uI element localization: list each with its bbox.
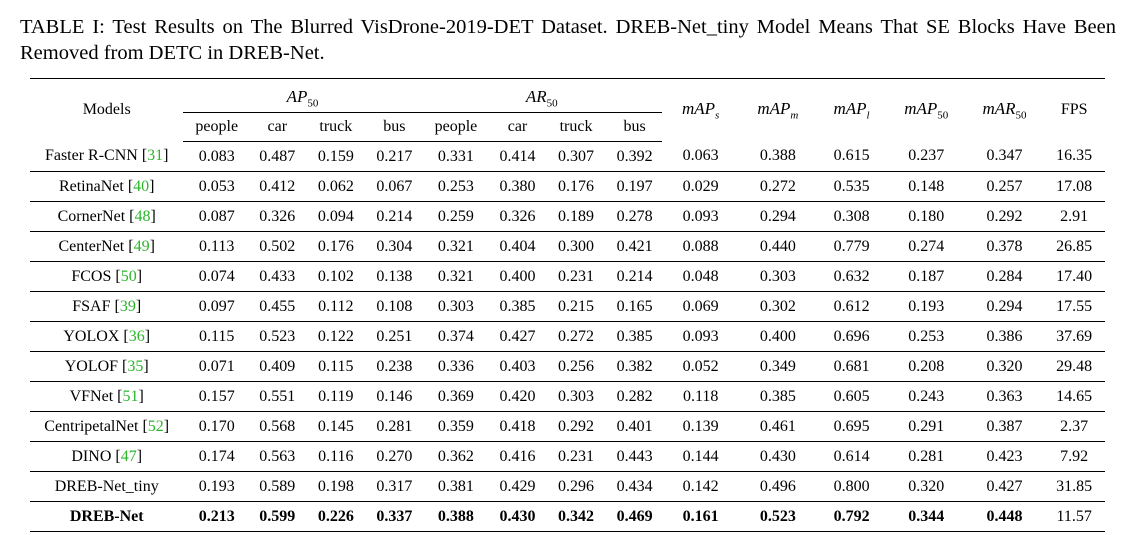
- model-name-cell: VFNet [51]: [30, 382, 183, 412]
- value-cell: 0.256: [545, 352, 608, 382]
- value-cell: 0.427: [966, 472, 1044, 502]
- value-cell: 0.144: [662, 442, 740, 472]
- model-name: Faster R-CNN: [44, 147, 138, 165]
- value-cell: 0.282: [607, 382, 662, 412]
- value-cell: 0.487: [250, 142, 305, 172]
- value-cell: 0.321: [422, 232, 491, 262]
- value-cell: 0.062: [305, 172, 368, 202]
- value-cell: 0.053: [183, 172, 250, 202]
- value-cell: 0.461: [740, 412, 817, 442]
- value-cell: 0.443: [607, 442, 662, 472]
- value-cell: 0.157: [183, 382, 250, 412]
- value-cell: 0.113: [183, 232, 250, 262]
- value-cell: 0.093: [662, 202, 740, 232]
- value-cell: 0.400: [490, 262, 545, 292]
- value-cell: 29.48: [1043, 352, 1105, 382]
- value-cell: 0.214: [607, 262, 662, 292]
- value-cell: 0.243: [887, 382, 966, 412]
- header-map50: mAP$_{50}$: [887, 79, 966, 142]
- value-cell: 0.193: [183, 472, 250, 502]
- subheader-ap-people: people: [183, 113, 250, 142]
- citation-link[interactable]: 48: [134, 207, 151, 225]
- value-cell: 0.336: [422, 352, 491, 382]
- value-cell: 0.161: [662, 502, 740, 532]
- value-cell: 0.304: [367, 232, 422, 262]
- header-mar50: mAR$_{50}$: [966, 79, 1044, 142]
- value-cell: 0.187: [887, 262, 966, 292]
- value-cell: 0.605: [816, 382, 887, 412]
- value-cell: 0.317: [367, 472, 422, 502]
- citation-link[interactable]: 50: [120, 267, 137, 285]
- value-cell: 0.448: [966, 502, 1044, 532]
- value-cell: 0.363: [966, 382, 1044, 412]
- value-cell: 37.69: [1043, 322, 1105, 352]
- citation-link[interactable]: 52: [147, 417, 164, 435]
- value-cell: 0.278: [607, 202, 662, 232]
- value-cell: 0.300: [545, 232, 608, 262]
- value-cell: 0.088: [662, 232, 740, 262]
- value-cell: 0.320: [966, 352, 1044, 382]
- model-name-cell: [30, 472, 183, 502]
- value-cell: 0.193: [887, 292, 966, 322]
- value-cell: 11.57: [1043, 502, 1105, 532]
- header-mapm: mAP$_m$: [740, 79, 817, 142]
- value-cell: 0.307: [545, 142, 608, 172]
- value-cell: 14.65: [1043, 382, 1105, 412]
- value-cell: 0.145: [305, 412, 368, 442]
- value-cell: 0.281: [887, 442, 966, 472]
- model-name-cell: DINO [47]: [30, 442, 183, 472]
- value-cell: 0.326: [250, 202, 305, 232]
- model-name-cell: CornerNet [48]: [30, 202, 183, 232]
- value-cell: 0.112: [305, 292, 368, 322]
- model-name-cell: YOLOX [36]: [30, 322, 183, 352]
- value-cell: 0.165: [607, 292, 662, 322]
- value-cell: 26.85: [1043, 232, 1105, 262]
- value-cell: 0.321: [422, 262, 491, 292]
- value-cell: 0.414: [490, 142, 545, 172]
- value-cell: 0.139: [662, 412, 740, 442]
- value-cell: 0.380: [490, 172, 545, 202]
- value-cell: 17.40: [1043, 262, 1105, 292]
- header-mapl: mAP$_l$: [816, 79, 887, 142]
- value-cell: 0.119: [305, 382, 368, 412]
- value-cell: 0.418: [490, 412, 545, 442]
- table-body: [30, 142, 1105, 532]
- value-cell: 0.369: [422, 382, 491, 412]
- value-cell: 0.303: [740, 262, 817, 292]
- value-cell: 0.238: [367, 352, 422, 382]
- value-cell: 0.412: [250, 172, 305, 202]
- value-cell: 0.292: [545, 412, 608, 442]
- citation-link[interactable]: 40: [133, 177, 150, 195]
- value-cell: 0.433: [250, 262, 305, 292]
- value-cell: 0.094: [305, 202, 368, 232]
- value-cell: 0.326: [490, 202, 545, 232]
- value-cell: 0.048: [662, 262, 740, 292]
- model-name: FCOS: [71, 267, 112, 285]
- value-cell: 0.292: [966, 202, 1044, 232]
- model-name-cell: FCOS [50]: [30, 262, 183, 292]
- table-row: [30, 292, 1105, 322]
- value-cell: 0.146: [367, 382, 422, 412]
- citation-link[interactable]: 35: [127, 357, 144, 375]
- value-cell: 0.270: [367, 442, 422, 472]
- value-cell: 0.198: [305, 472, 368, 502]
- header-models: Models: [30, 79, 183, 142]
- value-cell: 0.331: [422, 142, 491, 172]
- value-cell: 0.696: [816, 322, 887, 352]
- value-cell: 0.296: [545, 472, 608, 502]
- value-cell: 0.347: [966, 142, 1044, 172]
- citation-link[interactable]: 51: [122, 387, 139, 405]
- value-cell: 0.067: [367, 172, 422, 202]
- table-row: [30, 262, 1105, 292]
- value-cell: 0.226: [305, 502, 368, 532]
- value-cell: 0.434: [607, 472, 662, 502]
- header-ar50: $AR_{50}$: [422, 79, 662, 113]
- model-name: CornerNet: [57, 207, 126, 225]
- value-cell: 0.779: [816, 232, 887, 262]
- model-name-cell: CentripetalNet [52]: [30, 412, 183, 442]
- value-cell: 0.427: [490, 322, 545, 352]
- value-cell: 17.08: [1043, 172, 1105, 202]
- value-cell: 0.362: [422, 442, 491, 472]
- value-cell: 0.087: [183, 202, 250, 232]
- table-row: [30, 172, 1105, 202]
- table-row: [30, 472, 1105, 502]
- value-cell: 0.122: [305, 322, 368, 352]
- value-cell: 0.148: [887, 172, 966, 202]
- value-cell: 0.378: [966, 232, 1044, 262]
- citation-link[interactable]: 47: [120, 447, 137, 465]
- value-cell: 0.599: [250, 502, 305, 532]
- value-cell: 0.159: [305, 142, 368, 172]
- value-cell: 0.253: [422, 172, 491, 202]
- value-cell: 0.535: [816, 172, 887, 202]
- model-name-cell: CenterNet [49]: [30, 232, 183, 262]
- value-cell: 0.430: [740, 442, 817, 472]
- value-cell: 0.385: [740, 382, 817, 412]
- subheader-ar-car: car: [490, 113, 545, 142]
- value-cell: 0.189: [545, 202, 608, 232]
- value-cell: 0.423: [966, 442, 1044, 472]
- value-cell: 0.291: [887, 412, 966, 442]
- model-name-cell: Faster R-CNN [31]: [30, 142, 183, 172]
- value-cell: 0.440: [740, 232, 817, 262]
- model-name: YOLOX: [63, 327, 120, 345]
- value-cell: 0.568: [250, 412, 305, 442]
- value-cell: 0.115: [305, 352, 368, 382]
- value-cell: 0.695: [816, 412, 887, 442]
- value-cell: 0.176: [545, 172, 608, 202]
- header-maps: mAP$_s$: [662, 79, 740, 142]
- value-cell: 0.052: [662, 352, 740, 382]
- value-cell: 0.176: [305, 232, 368, 262]
- value-cell: 0.420: [490, 382, 545, 412]
- value-cell: 0.403: [490, 352, 545, 382]
- value-cell: 0.681: [816, 352, 887, 382]
- value-cell: 0.337: [367, 502, 422, 532]
- value-cell: 0.382: [607, 352, 662, 382]
- value-cell: 31.85: [1043, 472, 1105, 502]
- value-cell: 0.208: [887, 352, 966, 382]
- value-cell: 0.615: [816, 142, 887, 172]
- subheader-ar-truck: truck: [545, 113, 608, 142]
- table-caption: TABLE I: Test Results on The Blurred VisDrone-2019-DET Dataset. DREB-Net_tiny Model Means That SE Blocks Have Been Removed from DETC in DREB-Net.: [20, 16, 1116, 64]
- model-name-cell: [30, 502, 183, 532]
- value-cell: 0.612: [816, 292, 887, 322]
- value-cell: 0.274: [887, 232, 966, 262]
- value-cell: 0.563: [250, 442, 305, 472]
- value-cell: 0.632: [816, 262, 887, 292]
- value-cell: 0.303: [422, 292, 491, 322]
- model-name: FSAF: [72, 297, 111, 315]
- value-cell: 0.083: [183, 142, 250, 172]
- value-cell: 0.237: [887, 142, 966, 172]
- value-cell: 0.097: [183, 292, 250, 322]
- subheader-ar-bus: bus: [607, 113, 662, 142]
- value-cell: 0.231: [545, 442, 608, 472]
- value-cell: 0.093: [662, 322, 740, 352]
- value-cell: 0.029: [662, 172, 740, 202]
- value-cell: 0.455: [250, 292, 305, 322]
- value-cell: 2.37: [1043, 412, 1105, 442]
- value-cell: 17.55: [1043, 292, 1105, 322]
- value-cell: 0.069: [662, 292, 740, 322]
- subheader-ap-truck: truck: [305, 113, 368, 142]
- model-name: CenterNet: [58, 237, 125, 255]
- value-cell: 0.138: [367, 262, 422, 292]
- table-row: [30, 502, 1105, 532]
- value-cell: 0.589: [250, 472, 305, 502]
- value-cell: 0.344: [887, 502, 966, 532]
- value-cell: 0.108: [367, 292, 422, 322]
- table-row: [30, 232, 1105, 262]
- value-cell: 0.215: [545, 292, 608, 322]
- model-name: DREB-Net: [69, 507, 144, 525]
- value-cell: 0.217: [367, 142, 422, 172]
- value-cell: 0.387: [966, 412, 1044, 442]
- citation-link[interactable]: 39: [119, 297, 136, 315]
- value-cell: 0.294: [740, 202, 817, 232]
- model-name-cell: FSAF [39]: [30, 292, 183, 322]
- value-cell: 0.496: [740, 472, 817, 502]
- value-cell: 0.180: [887, 202, 966, 232]
- model-name-cell: RetinaNet [40]: [30, 172, 183, 202]
- value-cell: 0.374: [422, 322, 491, 352]
- value-cell: 0.469: [607, 502, 662, 532]
- value-cell: 0.170: [183, 412, 250, 442]
- value-cell: 0.381: [422, 472, 491, 502]
- value-cell: 0.231: [545, 262, 608, 292]
- model-name: RetinaNet: [58, 177, 124, 195]
- model-name: DREB-Net_tiny: [54, 477, 159, 495]
- value-cell: 0.115: [183, 322, 250, 352]
- subheader-ap-bus: bus: [367, 113, 422, 142]
- value-cell: 0.349: [740, 352, 817, 382]
- value-cell: 0.074: [183, 262, 250, 292]
- value-cell: 0.214: [367, 202, 422, 232]
- value-cell: 0.388: [422, 502, 491, 532]
- value-cell: 0.551: [250, 382, 305, 412]
- value-cell: 0.392: [607, 142, 662, 172]
- value-cell: 0.118: [662, 382, 740, 412]
- results-table: [30, 78, 1105, 532]
- value-cell: 0.416: [490, 442, 545, 472]
- value-cell: 0.404: [490, 232, 545, 262]
- value-cell: 0.430: [490, 502, 545, 532]
- value-cell: 0.800: [816, 472, 887, 502]
- value-cell: 0.102: [305, 262, 368, 292]
- value-cell: 0.386: [966, 322, 1044, 352]
- header-fps: FPS: [1043, 79, 1105, 142]
- value-cell: 0.272: [545, 322, 608, 352]
- value-cell: 0.294: [966, 292, 1044, 322]
- value-cell: 0.409: [250, 352, 305, 382]
- value-cell: 0.197: [607, 172, 662, 202]
- value-cell: 0.303: [545, 382, 608, 412]
- value-cell: 0.071: [183, 352, 250, 382]
- subheader-ap-car: car: [250, 113, 305, 142]
- value-cell: 0.523: [740, 502, 817, 532]
- value-cell: 0.429: [490, 472, 545, 502]
- table-row: [30, 412, 1105, 442]
- citation-link[interactable]: 36: [128, 327, 145, 345]
- table-row: [30, 442, 1105, 472]
- citation-link[interactable]: 31: [147, 147, 164, 165]
- value-cell: 0.401: [607, 412, 662, 442]
- model-name: YOLOF: [64, 357, 119, 375]
- value-cell: 0.342: [545, 502, 608, 532]
- model-name: VFNet: [69, 387, 114, 405]
- value-cell: 0.302: [740, 292, 817, 322]
- value-cell: 0.308: [816, 202, 887, 232]
- value-cell: 16.35: [1043, 142, 1105, 172]
- value-cell: 0.388: [740, 142, 817, 172]
- table-row: [30, 322, 1105, 352]
- value-cell: 0.063: [662, 142, 740, 172]
- table-row: [30, 142, 1105, 172]
- table-row: [30, 352, 1105, 382]
- value-cell: 0.257: [966, 172, 1044, 202]
- value-cell: 0.116: [305, 442, 368, 472]
- value-cell: 0.385: [490, 292, 545, 322]
- value-cell: 0.523: [250, 322, 305, 352]
- value-cell: 7.92: [1043, 442, 1105, 472]
- value-cell: 0.259: [422, 202, 491, 232]
- value-cell: 0.614: [816, 442, 887, 472]
- subheader-ar-people: people: [422, 113, 491, 142]
- model-name: DINO: [71, 447, 112, 465]
- value-cell: 0.174: [183, 442, 250, 472]
- value-cell: 0.421: [607, 232, 662, 262]
- value-cell: 0.502: [250, 232, 305, 262]
- value-cell: 0.284: [966, 262, 1044, 292]
- table-row: [30, 382, 1105, 412]
- value-cell: 0.359: [422, 412, 491, 442]
- value-cell: 0.251: [367, 322, 422, 352]
- table-row: [30, 202, 1105, 232]
- value-cell: 0.320: [887, 472, 966, 502]
- value-cell: 0.400: [740, 322, 817, 352]
- model-name-cell: YOLOF [35]: [30, 352, 183, 382]
- model-name: CentripetalNet: [44, 417, 139, 435]
- value-cell: 0.142: [662, 472, 740, 502]
- citation-link[interactable]: 49: [133, 237, 150, 255]
- value-cell: 0.253: [887, 322, 966, 352]
- header-ap50: $AP_{50}$: [183, 79, 421, 113]
- value-cell: 0.281: [367, 412, 422, 442]
- value-cell: 0.213: [183, 502, 250, 532]
- value-cell: 2.91: [1043, 202, 1105, 232]
- value-cell: 0.385: [607, 322, 662, 352]
- value-cell: 0.792: [816, 502, 887, 532]
- value-cell: 0.272: [740, 172, 817, 202]
